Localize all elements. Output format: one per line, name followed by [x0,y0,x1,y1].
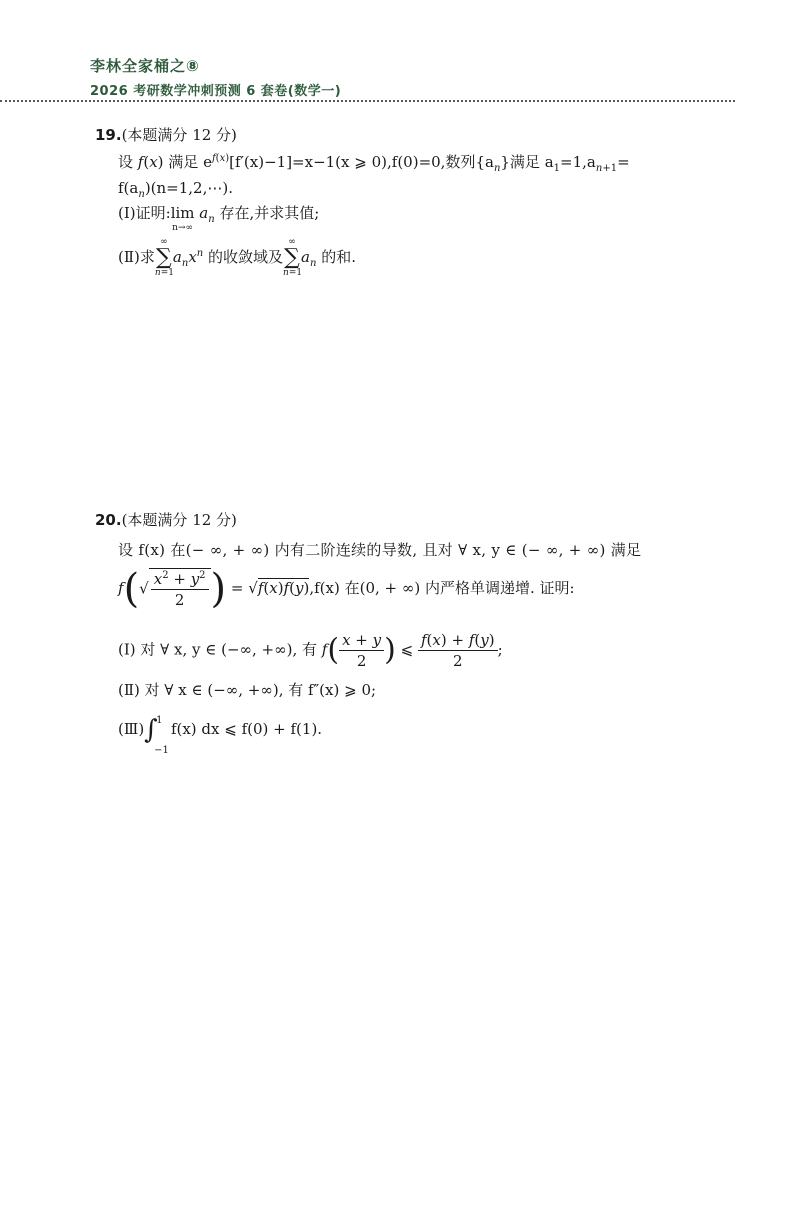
q20-part3 [118,715,323,756]
q20-text: ,f(x) 在(0, + ∞) 内严格单调递增. 证明: [309,579,575,597]
q19-part1: (Ⅰ)证明:lim n→∞ $a_n$ 存在,并求其值; [118,204,320,233]
q19-text: 满足 e [163,153,212,171]
limit-operator: lim n→∞ [170,204,195,233]
q19-text: 的和. [316,248,356,266]
q20-number: 20. [95,511,122,529]
header-title: 2026 考研数学冲刺预测 6 套卷(数学一) [90,84,342,99]
q20-heading [95,510,237,530]
q19-line2: $f(a_n)(n=1,2,\cdots)$. [118,179,233,200]
q19-number: 19. [95,126,122,144]
q20-score: (本题满分 12 分) [121,511,237,529]
q19-heading [95,125,237,145]
header-divider [0,100,735,102]
q20-part1-label: (Ⅰ) 对 ∀ x, y ∈ (−∞, +∞), 有 [118,640,322,659]
q19-score: (本题满分 12 分) [121,126,237,144]
q19-text: f(0)=0,数列{a [391,153,494,171]
sqrt-expression: √ $\frac{x^2 + y^2}{2}$ [139,568,210,610]
q19-part2-label: (Ⅱ)求 [118,248,155,266]
integral-symbol: ∫ 1 −1 [144,715,169,756]
q20-line1: 设 f(x) 在(− ∞, + ∞) 内有二阶连续的导数, 且对 ∀ x, y ∈ (− ∞, + ∞) 满足 [118,541,642,559]
q20-part2: (Ⅱ) 对 ∀ x ∈ (−∞, +∞), 有 f″(x) ⩾ 0; [118,681,377,699]
summation-symbol: ∞ ∑ n=1 [154,237,174,278]
q19-text: 存在,并求其值; [214,204,320,222]
q19-text: )(n=1,2,⋯). [144,179,233,197]
summation-symbol: ∞ ∑ n=1 [283,237,303,278]
q19-line1: 设 f(x) 满足 $e^{f(x)}[f'(x)-1]=x-1(x$ ⩾ 0),f(0)=0,数列$\{a_n\}$满足 $a_1=1,a_{n+1}=$ [118,153,630,174]
q20-line2: f(√ $\frac{x^2 + y^2}{2}$ ) = √f(x)f(y),f(x) 在(0, + ∞) 内严格单调递增. 证明: [118,566,575,612]
q19-text: [f′(x)−1]=x−1(x ⩾ 0), [229,153,392,171]
q20-part3-label: (Ⅲ) [118,720,145,738]
q19-part1-label: (Ⅰ)证明: [118,204,171,222]
q19-text: }满足 a [500,153,554,171]
q19-text: 的收敛域及 [203,248,284,266]
q19-text: =1,a [560,153,596,171]
q19-text: f(a [118,179,139,197]
q19-text: 设 [118,153,138,171]
q19-part2: (Ⅱ)求 ∞ ∑ n=1 $a_nx^n$ 的收敛域及 ∞ ∑ n=1 $a_n$ 的和. [118,237,356,278]
q20-text: f(x) dx ⩽ f(0) + f(1). [166,720,323,738]
header-series: 李林全家桶之⑧ [90,57,200,75]
q20-part1: (Ⅰ) 对 ∀ x, y ∈ (−∞, +∞), 有 f( $\frac{x + y}{2}$ ) ⩽ $\frac{f(x) + f(y)}{2}$ ; [118,631,503,670]
q19-text: = [617,153,630,171]
